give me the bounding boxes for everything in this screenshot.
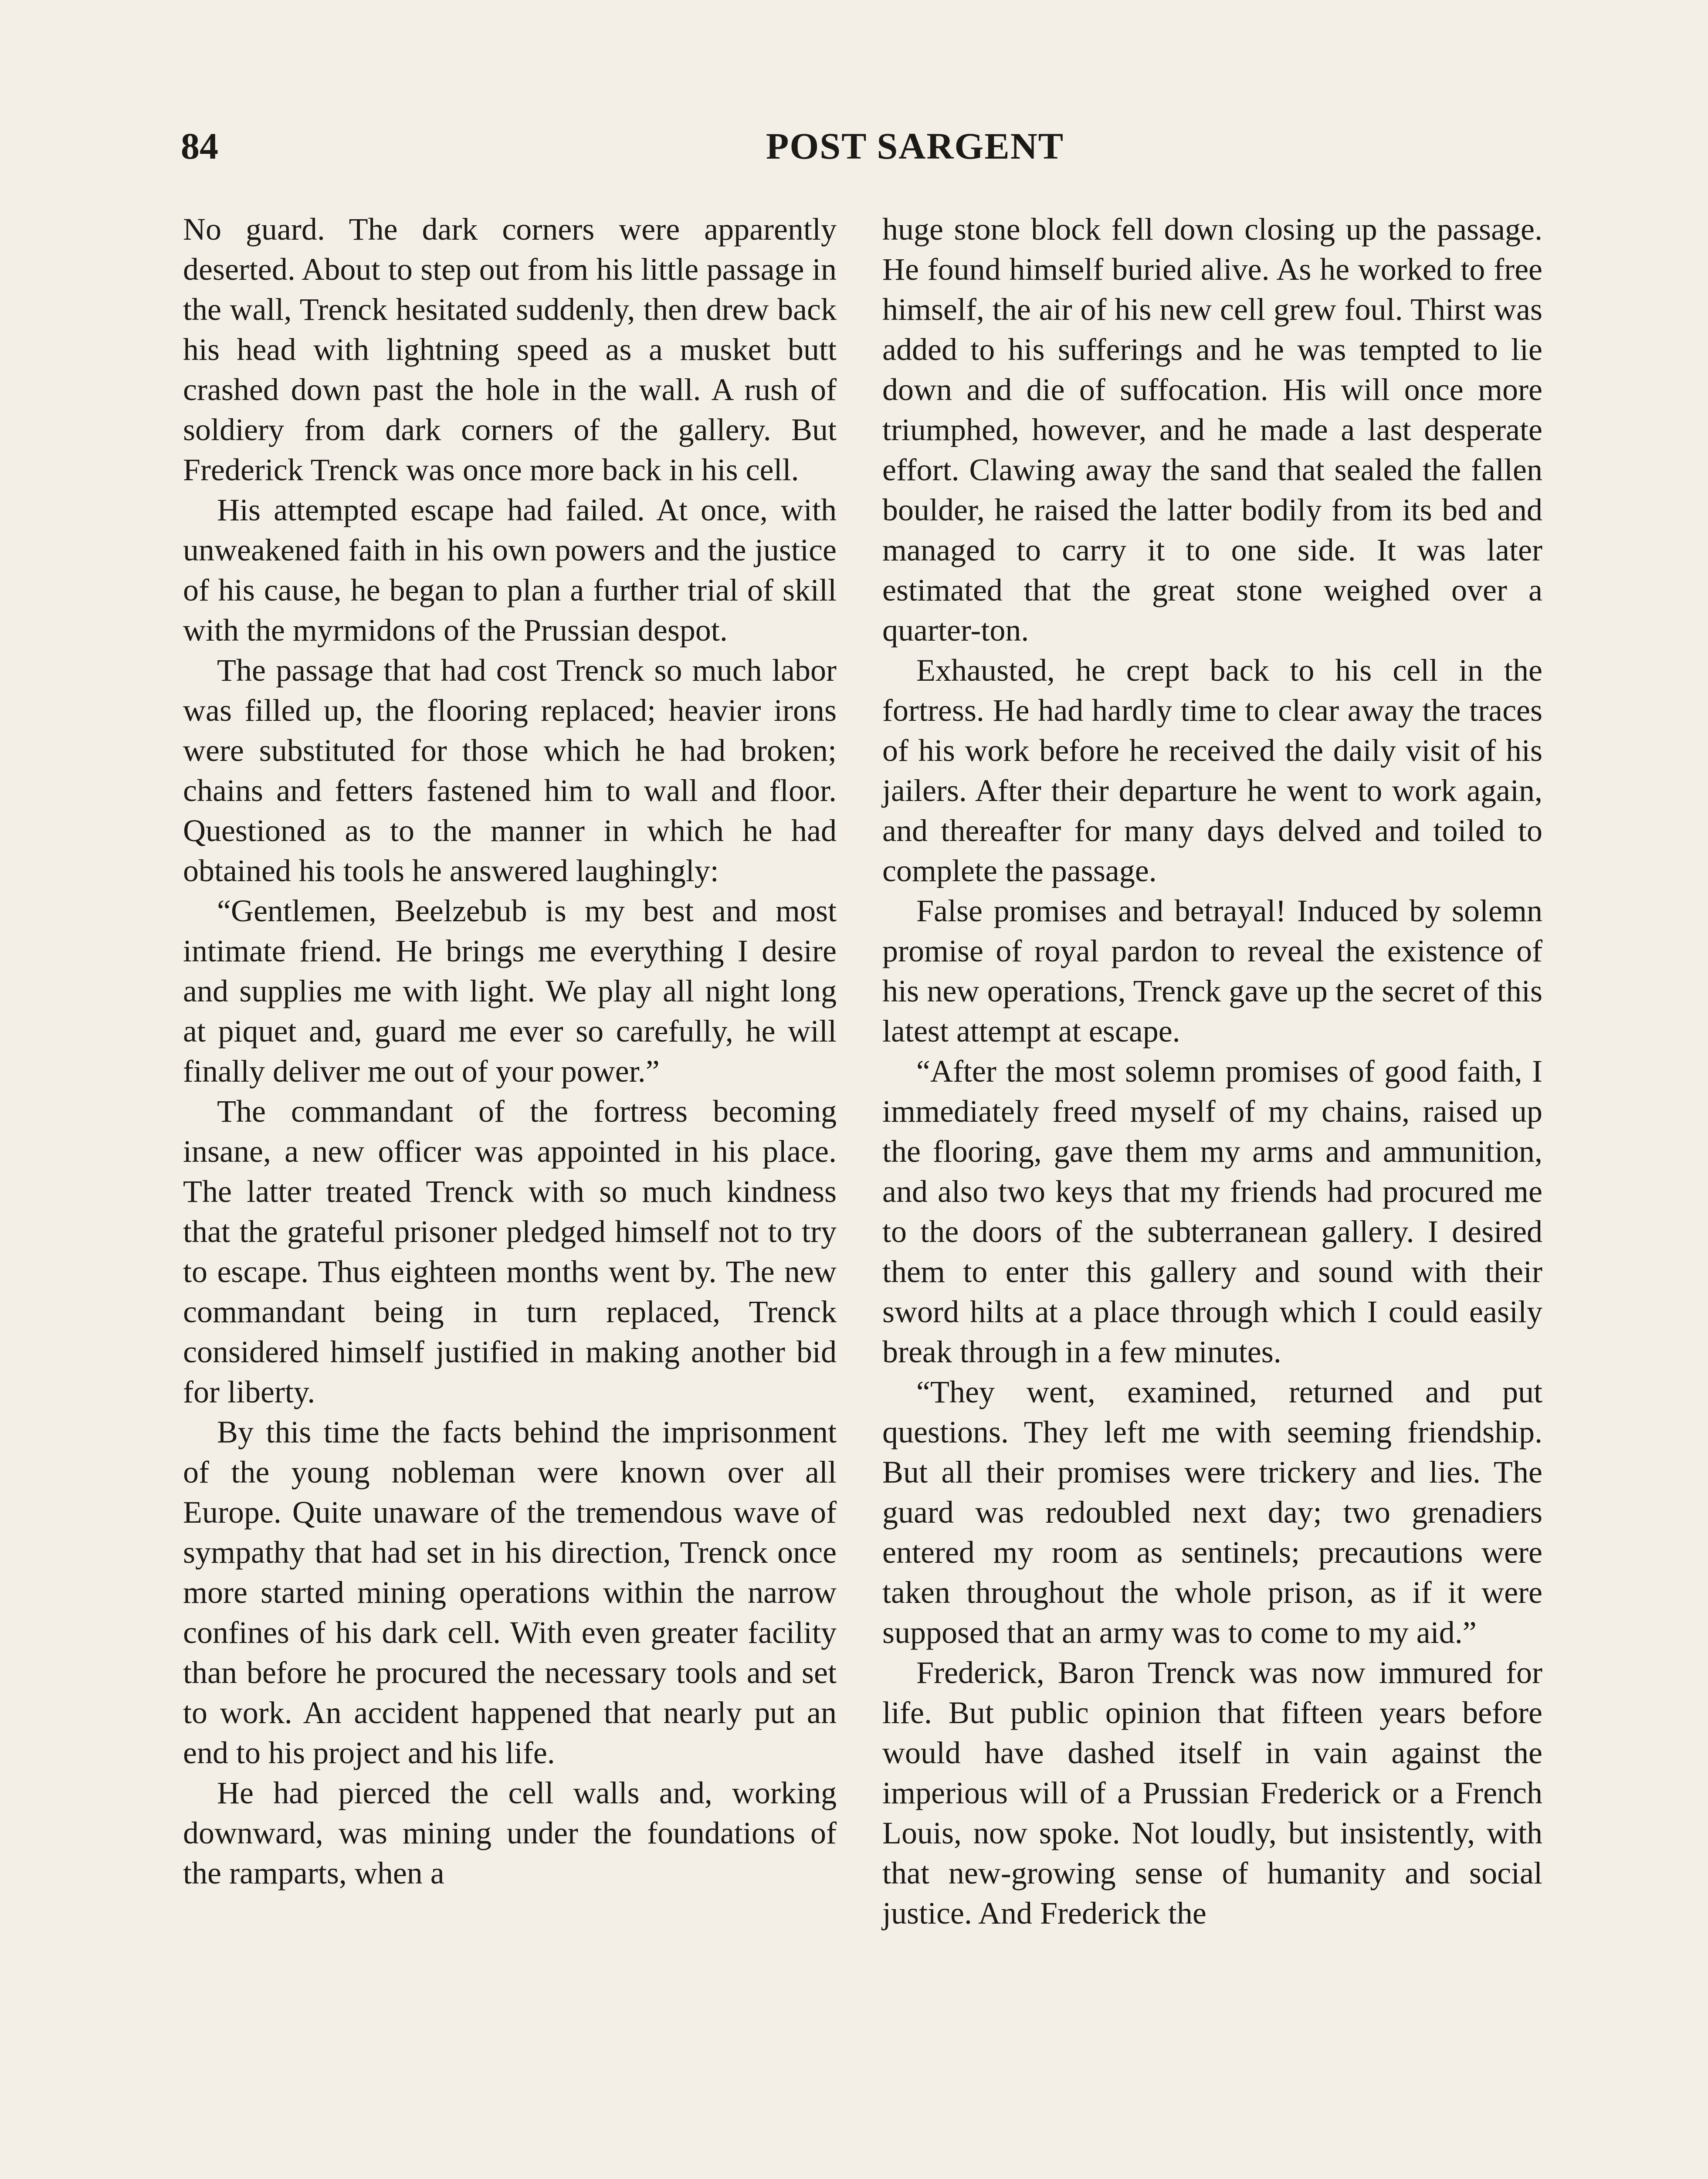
paragraph: “After the most solemn promises of good faith, I immediately freed myself of my chains, raised up the flooring, gave them my arms and ammunition, and also two keys that my friends had procured me to the doors of the subterranean gallery. I desired them to enter this gallery and sound with their sword hilts at a place through which I could easily break through in a few minutes. [882, 1054, 1542, 1369]
paragraph: False promises and betrayal! Induced by solemn promise of royal pardon to reveal the existence of his new operations, Trenck gave up the secret of this latest attempt at escape. [882, 893, 1542, 1049]
paragraph: Exhausted, he crept back to his cell in the fortress. He had hardly time to clear away the traces of his work before he received the daily visit of his jailers. After their departure he went to work again, and thereafter for many days delved and toiled to complete the passage. [882, 653, 1542, 888]
paragraph: His attempted escape had failed. At once, with unweakened faith in his own powers and the justice of his cause, he began to plan a further trial of skill with the myrmidons of the Prussian despot. [183, 492, 837, 648]
paragraph: He had pierced the cell walls and, working downward, was mining under the foundations of the ramparts, when a [183, 1775, 837, 1891]
paragraph: huge stone block fell down closing up the passage. He found himself buried alive. As he worked to free himself, the air of his new cell grew foul. Thirst was added to his sufferings and he was tempted to lie down and die of suffocation. His will once more triumphed, however, and he made a last desperate effort. Clawing away the sand that sealed the fallen boulder, he raised the latter bodily from its bed and managed to carry it to one side. It was later estimated that the great stone weighed over a quarter-ton. [882, 212, 1542, 648]
right-column [882, 209, 1542, 1933]
paragraph: “Gentlemen, Beelzebub is my best and most intimate friend. He brings me everything I desire and supplies me with light. We play all night long at piquet and, guard me ever so carefully, he will finally deliver me out of your power.” [183, 893, 837, 1089]
paragraph: The passage that had cost Trenck so much labor was filled up, the flooring replaced; heavier irons were substituted for those which he had broken; chains and fetters fastened him to wall and floor. Questioned as to the manner in which he had obtained his tools he answered laughingly: [183, 653, 837, 888]
left-column [183, 209, 837, 1893]
paragraph: “They went, examined, returned and put questions. They left me with seeming friendship. But all their promises were trickery and lies. The guard was redoubled next day; two grenadiers entered my room as sentinels; precautions were taken throughout the whole prison, as if it were supposed that an army was to come to my aid.” [882, 1375, 1542, 1650]
running-head: POST SARGENT [766, 125, 1064, 167]
paragraph: No guard. The dark corners were apparently deserted. About to step out from his little passage in the wall, Trenck hesitated suddenly, then drew back his head with lightning speed as a musket butt crashed down past the hole in the wall. A rush of soldiery from dark corners of the gallery. But Frederick Trenck was once more back in his cell. [183, 212, 837, 487]
paragraph: By this time the facts behind the imprisonment of the young nobleman were known over all Europe. Quite unaware of the tremendous wave of sympathy that had set in his direction, Trenck once more started mining operations within the narrow confines of his dark cell. With even greater facility than before he procured the necessary tools and set to work. An accident happened that nearly put an end to his project and his life. [183, 1415, 837, 1770]
paragraph: The commandant of the fortress becoming insane, a new officer was appointed in his place. The latter treated Trenck with so much kindness that the grateful prisoner pledged himself not to try to escape. Thus eighteen months went by. The new commandant being in turn replaced, Trenck considered himself justified in making another bid for liberty. [183, 1094, 837, 1409]
paragraph: Frederick, Baron Trenck was now immured for life. But public opinion that fifteen years before would have dashed itself in vain against the imperious will of a Prussian Frederick or a French Louis, now spoke. Not loudly, but insistently, with that new-growing sense of humanity and social justice. And Frederick the [882, 1655, 1542, 1931]
page-number: 84 [181, 125, 218, 167]
